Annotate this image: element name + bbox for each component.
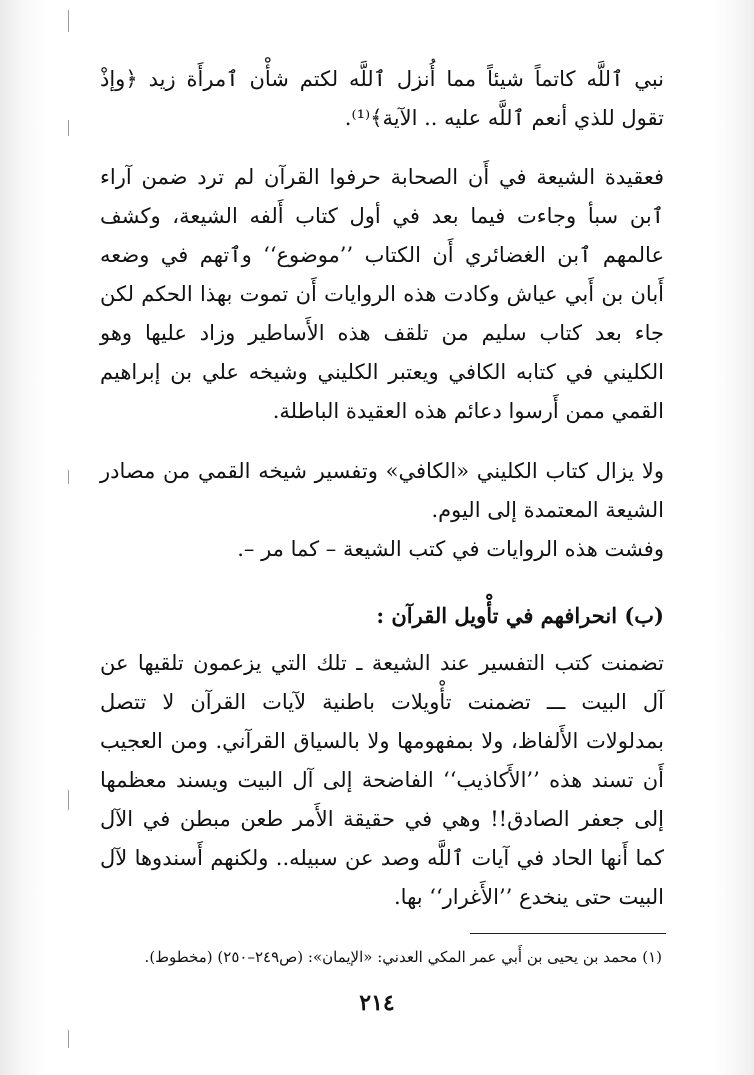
scan-shadow-right	[714, 0, 754, 1075]
paragraph-interpretation: تضمنت كتب التفسير عند الشيعة ـ تلك التي يزعمون تلقيها عن آل البيت ـــ تضمنت تأْويلات باطنية لآيات القرآن لا تتصل بمدلولات الأَلفاظ، ولا بمفهومها ولا بالسياق القرآني. ومن العجيب أَن تسند هذه ’’الأَكاذيب‘‘ الفاضحة إلى آل البيت ويسند معظمها إلى جعفر الصادق!! وهي في حقيقة الأَمر طعن مبطن في الآل كما أَنها الحاد في آيات ٱللَّه وصد عن سبيله.. ولكنهم أَسندوها لآل البيت حتى ينخدع ’’الأَغرار‘‘ بها.	[100, 651, 664, 909]
scan-mark	[68, 1030, 69, 1048]
footnote-divider	[470, 933, 666, 934]
scan-mark	[68, 790, 69, 810]
section-heading: (ب) انحرافهم في تأْويل القرآن :	[376, 603, 664, 628]
paragraph-narrations-spread: وفشت هذه الروايات في كتب الشيعة – كما مر –.	[237, 537, 664, 561]
paragraph-kafi-sources: ولا يزال كتاب الكليني «الكافي» وتفسير شيخه القمي من مصادر الشيعة المعتمدة إلى اليوم.	[100, 459, 664, 522]
paragraph-shia-belief: فعقيدة الشيعة في أَن الصحابة حرفوا القرآن لم ترد ضمن آراء ٱبن سبأ وجاءت فيما بعد في أول كتاب أَلفه الشيعة، وكشف عالمهم ٱبن الغضائري أَن الكتاب ’’موضوع‘‘ وٱتهم في وضعه أَبان بن أَبي عياش وكادت هذه الروايات أَن تموت بهذا الحكم لكن جاء بعد كتاب سليم من تلقف هذه الأَساطير وزاد عليها وهو الكليني في كتابه الكافي ويعتبر الكليني وشيخه علي بن إبراهيم القمي ممن أَرسوا دعائم هذه العقيدة الباطلة.	[100, 165, 664, 423]
scan-mark	[68, 120, 69, 136]
paragraph-quran-verse: نبي ٱللَّه كاتماً شيئاً مما أُنزل ٱللَّه لكتم شأْن ٱمرأَة زيد ﴿وإذْ تقول للذي أنعم ٱللَّه عليه .. الآية﴾⁽¹⁾.	[100, 67, 664, 130]
footnote: (١) محمد بن يحيى بن أَبي عمر المكي العدني: «الإيمان»: (ص٢٤٩–٢٥٠) (مخطوط).	[144, 948, 662, 966]
scan-shadow-left	[0, 0, 46, 1075]
page-number: ٢١٤	[359, 990, 395, 1016]
scan-mark	[68, 10, 69, 32]
scan-mark	[68, 470, 69, 484]
